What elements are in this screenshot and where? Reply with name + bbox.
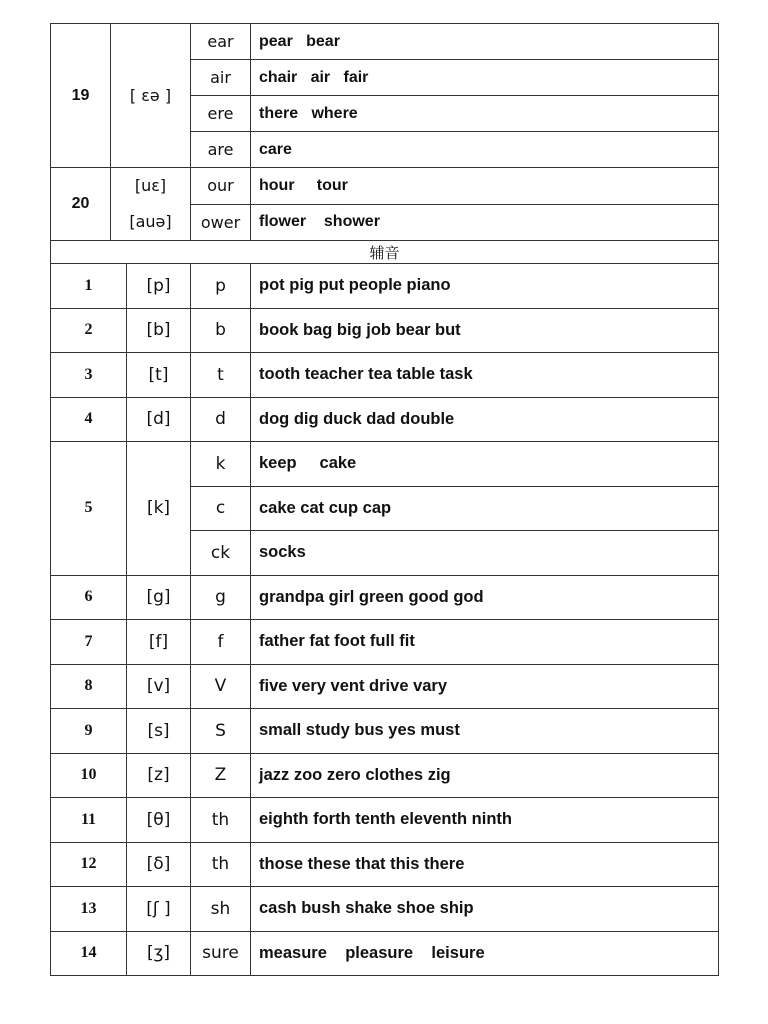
phonetic-symbol: [ʃ ]: [127, 887, 191, 932]
spelling: air: [191, 60, 251, 96]
spelling: ower: [191, 204, 251, 241]
phonetics-document: [50, 23, 719, 976]
example-words: five very vent drive vary: [251, 664, 719, 709]
phonetic-symbol: [111, 168, 191, 241]
spelling: d: [191, 397, 251, 442]
spelling: sure: [191, 931, 251, 976]
spelling: ck: [191, 531, 251, 576]
table-row: [51, 575, 719, 620]
spelling: th: [191, 798, 251, 843]
row-number: 13: [51, 887, 127, 932]
table-row: [51, 620, 719, 665]
consonant-table: [50, 263, 719, 976]
row-number: 8: [51, 664, 127, 709]
example-words: cake cat cup cap: [251, 486, 719, 531]
spelling: f: [191, 620, 251, 665]
phonetic-symbol: [b]: [127, 308, 191, 353]
table-row: [51, 397, 719, 442]
spelling: ere: [191, 96, 251, 132]
spelling: g: [191, 575, 251, 620]
row-number: 3: [51, 353, 127, 398]
table-row: [51, 264, 719, 309]
example-words: chair air fair: [251, 60, 719, 96]
phonetic-symbol: [p]: [127, 264, 191, 309]
table-row: [51, 753, 719, 798]
spelling: th: [191, 842, 251, 887]
spelling: sh: [191, 887, 251, 932]
example-words: cash bush shake shoe ship: [251, 887, 719, 932]
example-words: keep cake: [251, 442, 719, 487]
phonetic-symbol: [z]: [127, 753, 191, 798]
spelling: V: [191, 664, 251, 709]
phonetic-symbol: [g]: [127, 575, 191, 620]
table-row: [51, 308, 719, 353]
table-row: [51, 842, 719, 887]
phonetic-symbol: [f]: [127, 620, 191, 665]
spelling: c: [191, 486, 251, 531]
phonetic-symbol: [ ɛə ]: [111, 24, 191, 168]
phonetic-symbol: [ʒ]: [127, 931, 191, 976]
example-words: dog dig duck dad double: [251, 397, 719, 442]
table-row: [51, 709, 719, 754]
row-number: 11: [51, 798, 127, 843]
vowel-table: [50, 23, 719, 241]
row-number: 9: [51, 709, 127, 754]
spelling: b: [191, 308, 251, 353]
phonetic-symbol: [v]: [127, 664, 191, 709]
row-number: 2: [51, 308, 127, 353]
example-words: hour tour: [251, 168, 719, 205]
table-row: [51, 168, 719, 205]
phonetic-symbol: [δ]: [127, 842, 191, 887]
example-words: book bag big job bear but: [251, 308, 719, 353]
example-words: jazz zoo zero clothes zig: [251, 753, 719, 798]
spelling: S: [191, 709, 251, 754]
phonetic-bottom: [auə]: [129, 212, 172, 231]
section-header-table: [50, 240, 719, 264]
table-row: [51, 241, 719, 264]
consonants-heading: 辅音: [51, 241, 719, 264]
example-words: pot pig put people piano: [251, 264, 719, 309]
table-row: [51, 798, 719, 843]
example-words: measure pleasure leisure: [251, 931, 719, 976]
example-words: those these that this there: [251, 842, 719, 887]
row-number: 20: [51, 168, 111, 241]
example-words: flower shower: [251, 204, 719, 241]
row-number: 12: [51, 842, 127, 887]
phonetic-symbol: [d]: [127, 397, 191, 442]
example-words: small study bus yes must: [251, 709, 719, 754]
row-number: 14: [51, 931, 127, 976]
phonetic-symbol: [s]: [127, 709, 191, 754]
phonetic-symbol: [k]: [127, 442, 191, 576]
example-words: grandpa girl green good god: [251, 575, 719, 620]
spelling: our: [191, 168, 251, 205]
table-row: [51, 931, 719, 976]
row-number: 1: [51, 264, 127, 309]
row-number: 5: [51, 442, 127, 576]
spelling: t: [191, 353, 251, 398]
phonetic-top: [uɛ]: [134, 176, 167, 195]
spelling: ear: [191, 24, 251, 60]
row-number: 19: [51, 24, 111, 168]
example-words: care: [251, 132, 719, 168]
spelling: Z: [191, 753, 251, 798]
example-words: socks: [251, 531, 719, 576]
table-row: [51, 887, 719, 932]
row-number: 4: [51, 397, 127, 442]
example-words: eighth forth tenth eleventh ninth: [251, 798, 719, 843]
example-words: pear bear: [251, 24, 719, 60]
row-number: 6: [51, 575, 127, 620]
example-words: father fat foot full fit: [251, 620, 719, 665]
table-row: [51, 442, 719, 487]
row-number: 7: [51, 620, 127, 665]
spelling: are: [191, 132, 251, 168]
phonetic-symbol: [t]: [127, 353, 191, 398]
spelling: k: [191, 442, 251, 487]
table-row: [51, 664, 719, 709]
table-row: [51, 24, 719, 60]
example-words: there where: [251, 96, 719, 132]
table-row: [51, 353, 719, 398]
example-words: tooth teacher tea table task: [251, 353, 719, 398]
row-number: 10: [51, 753, 127, 798]
spelling: p: [191, 264, 251, 309]
phonetic-symbol: [θ]: [127, 798, 191, 843]
